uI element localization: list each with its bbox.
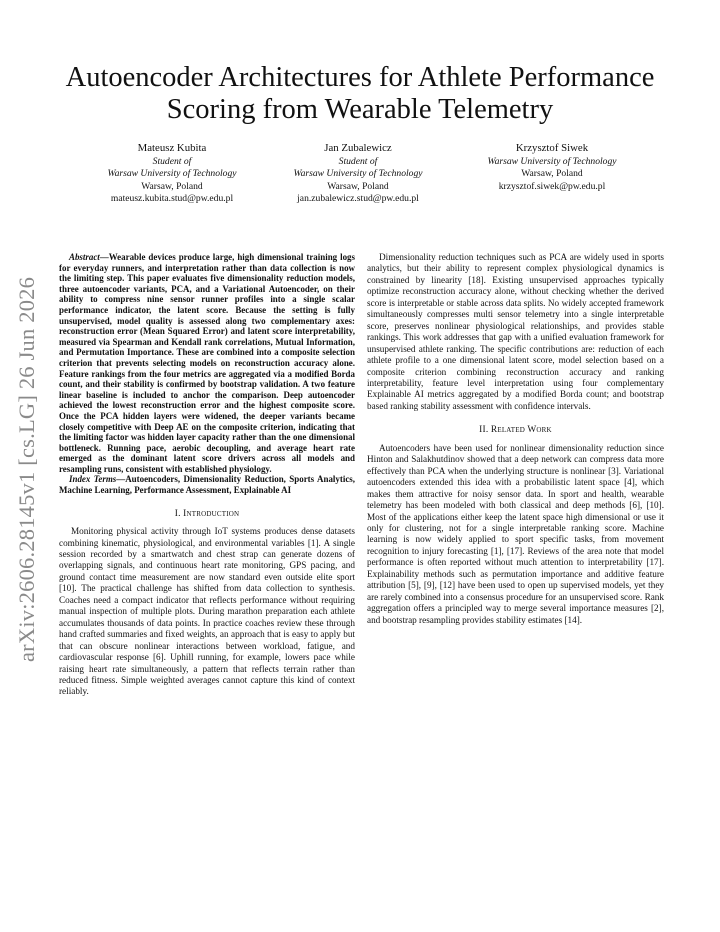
author-location: Warsaw, Poland xyxy=(521,168,583,180)
author-location: Warsaw, Poland xyxy=(327,180,389,192)
abstract-lead: Abstract xyxy=(69,252,100,262)
section-numeral: II. xyxy=(479,425,491,436)
author-email: krzysztof.siwek@pw.edu.pl xyxy=(498,180,606,192)
right-column xyxy=(367,252,664,626)
index-terms-lead: Index Terms xyxy=(69,474,117,485)
author-name: Krzysztof Siwek xyxy=(515,142,589,154)
arxiv-identifier-stamp: arXiv:2606.28145v1 [cs.LG] 26 Jun 2026 xyxy=(14,276,39,662)
abstract xyxy=(59,252,355,474)
author-role: Student of xyxy=(152,155,192,167)
author-affiliation: Warsaw University of Technology xyxy=(107,168,237,180)
section-numeral: I. xyxy=(174,508,184,519)
abstract-text: —Wearable devices produce large, high dimensional training logs for everyday runners, and interpretation rather than data collection is now the limiting step. This paper evaluates five dimensionality reduction models, three autoencoder variants, PCA, and a Variational Autoencoder, on their ability to compress nine sensor runner profiles into a single scalar performance indicator, the latent score. Because the setting is fully unsupervised, model quality is assessed along two complementary axes: reconstruction error (Mean Squared Error) and latent score interpretability, measured via Spearman and Kendall rank correlations, Mutual Information, and Permutation Importance. These are combined into a composite selection criterion that prevents selecting models on reconstruction accuracy alone. Feature rankings from the four metrics are aggregated via a modified Borda count, and their stability is confirmed by bootstrap validation. A two feature linear baseline is included to anchor the comparison. Deep autoencoder achieved the lowest reconstruction error and the highest composite score. Once the PCA hidden layers were widened, the deeper variants became closely competitive with Deep AE on the composite criterion, indicating that the limiting factor was hidden layer capacity rather than the one dimensional bottleneck. Running pace, aerobic decoupling, and average heart rate emerged as the dominant latent score drivers across all models and resampling runs, consistent with established physiology. xyxy=(59,252,355,474)
index-terms-text: —Autoencoders, Dimensionality Reduction, Sports Analytics, Machine Learning, Performance Assessment, Explainable AI xyxy=(59,474,355,496)
author-email: mateusz.kubita.stud@pw.edu.pl xyxy=(110,193,234,205)
intro-paragraph-2: Dimensionality reduction techniques such as PCA are widely used in sports analytics, but their ability to represent complex physiological dynamics is constrained by linearity [18]. Existing unsupervised approaches typically optimize reconstruction accuracy alone, without checking whether the derived score is interpretable or stable across data splits. No widely accepted framework simultaneously compresses multi sensor telemetry into a single interpretable score, preserves nonlinear physiological relationships, and provides stable rankings. This work addresses that gap with a unified evaluation framework for unsupervised athlete ranking. The specific contributions are: reduction of each athlete profile to a one dimensional latent score, model selection based on a composite criterion combining reconstruction accuracy and ranking interpretability, feature level interpretation using four complementary Explainable AI metrics aggregated by a modified Borda count; and bootstrap based ranking stability assessment with confidence intervals. xyxy=(367,252,664,411)
author-2 xyxy=(258,142,458,206)
section-heading-related-work xyxy=(367,425,664,436)
author-name: Mateusz Kubita xyxy=(137,142,207,154)
author-1 xyxy=(72,142,272,206)
section-heading-introduction xyxy=(59,509,355,520)
author-block xyxy=(72,142,672,222)
author-affiliation: Warsaw University of Technology xyxy=(293,168,423,180)
author-role: Student of xyxy=(338,155,378,167)
author-email: jan.zubalewicz.stud@pw.edu.pl xyxy=(297,193,419,205)
left-column xyxy=(59,252,355,698)
related-work-paragraph-1: Autoencoders have been used for nonlinear dimensionality reduction since Hinton and Salakhutdinov showed that a deep network can compress data more effectively than PCA when the underlying structure is nonlinear [3]. Variational autoencoders extended this idea with a probabilistic latent space [4], which makes them attractive for noisy sensor data. In sport and health, wearable telemetry has been modeled with both classical and deep methods [6], [10]. Most of the applications either keep the latent space high dimensional or use it only for clustering, not for a single interpretable ranking score. Machine learning is now widely applied to sport specific tasks, from movement recognition to injury forecasting [1], [17]. Reviews of the area note that model performance is often reported without much attention to interpretability [17]. Explainability methods such as permutation importance and additive feature attribution [5], [9], [12] have been used to open up supervised models, yet they are rarely combined into a consensus procedure for an unsupervised score. Rank aggregation offers a principled way to merge several importance measures [2], and bootstrap resampling provides stability estimates [14]. xyxy=(367,442,664,625)
section-title: Introduction xyxy=(183,508,240,519)
section-title: Related Work xyxy=(490,425,552,436)
paper-title: Autoencoder Architectures for Athlete Performance Scoring from Wearable Telemetry xyxy=(65,62,655,125)
author-affiliation: Warsaw University of Technology xyxy=(487,155,617,167)
author-3 xyxy=(452,142,652,193)
index-terms xyxy=(59,474,355,495)
intro-paragraph-1: Monitoring physical activity through IoT systems produces dense datasets combining kinematic, physiological, and environmental variables [1]. A single session recorded by a smartwatch and chest strap can generate dozens of overlapping signals, and continuous heart rate monitoring, GPS pacing, and ground contact time measurement are now standard even outside elite sport [10]. The practical challenge has shifted from data collection to synthesis. Coaches need a compact indicator that reflects performance without requiring manual inspection of multiple plots. During marathon preparation each athlete accumulates thousands of data points. In practice coaches review these through hand crafted summaries and fixed weights, an approach that is easy to apply but that can obscure nonlinear interactions between workload, fatigue, and cardiovascular response [6]. Uphill running, for example, lowers pace while raising heart rate simultaneously, a pattern that reflects terrain rather than reduced fitness. Simple weighted averages cannot capture this kind of context reliably. xyxy=(59,526,355,697)
author-location: Warsaw, Poland xyxy=(141,180,203,192)
author-name: Jan Zubalewicz xyxy=(324,142,392,154)
